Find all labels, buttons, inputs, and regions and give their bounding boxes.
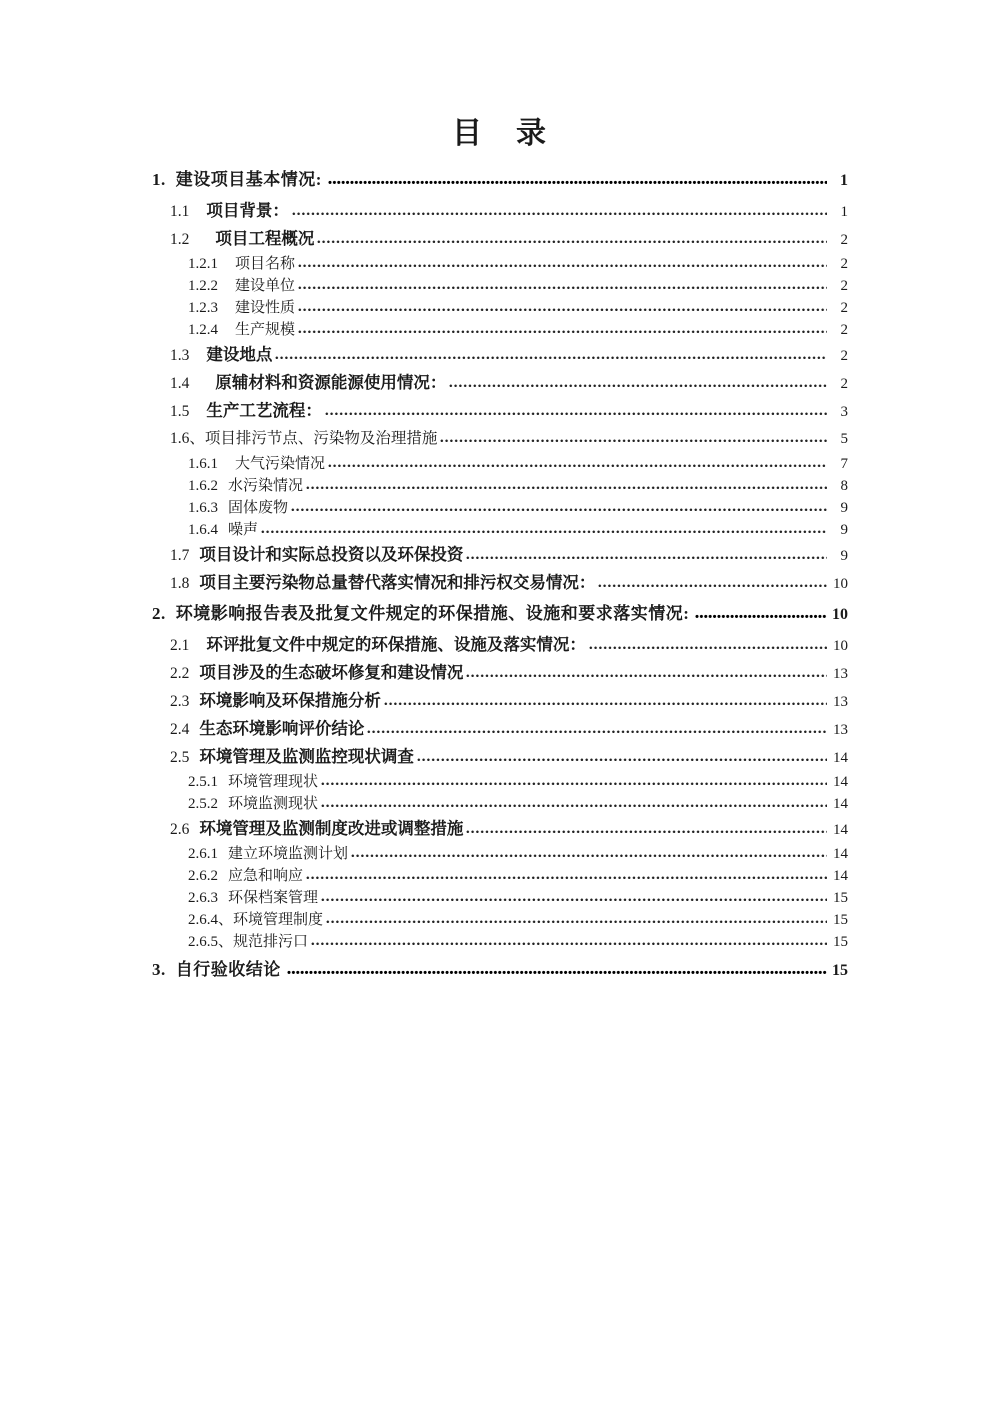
toc-entry[interactable]: [152, 865, 848, 887]
toc-entry[interactable]: [152, 319, 848, 341]
toc-leader-dots: [384, 702, 827, 706]
toc-entry-number: 1.2.2: [188, 278, 218, 294]
toc-entry[interactable]: [152, 397, 848, 425]
toc-leader-dots: [328, 464, 827, 468]
toc-entry-label: 项目名称: [235, 256, 296, 272]
toc-leader-dots: [292, 212, 827, 216]
toc-entry-page: 14: [833, 774, 848, 790]
toc-leader-dots: [351, 854, 827, 858]
toc-entry-label: 环保档案管理: [228, 890, 319, 906]
toc-leader-dots: [261, 530, 827, 534]
toc-entry-number: 2.: [152, 604, 166, 623]
toc-entry[interactable]: [152, 425, 848, 453]
toc-entry-page: 10: [832, 606, 848, 623]
toc-leader-dots: [440, 439, 827, 443]
toc-entry-page: 9: [840, 548, 848, 564]
toc-leader-dots: [321, 804, 827, 808]
toc-entry-number: 2.6.5、: [188, 934, 234, 950]
toc-entry-page: 8: [840, 478, 848, 494]
toc-leader-dots: [291, 508, 827, 512]
toc-entry-label: 项目背景：: [206, 202, 289, 220]
toc-entry-page: 14: [833, 868, 848, 884]
toc-entry-number: 1.1: [170, 203, 190, 220]
toc-entry-label: 建立环境监测计划: [228, 846, 349, 862]
toc-entry-page: 2: [840, 232, 848, 248]
toc-leader-dots: [321, 898, 827, 902]
toc-entry-page: 15: [833, 890, 848, 906]
toc-entry-number: 2.6: [170, 821, 190, 838]
toc-entry[interactable]: [152, 931, 848, 953]
toc-entry-number: 1.8: [170, 575, 190, 592]
toc-entry-label: 环境管理及监测监控现状调查: [199, 748, 414, 766]
toc-entry-label: 环境影响及环保措施分析: [199, 692, 381, 710]
toc-entry-number: 2.6.4、: [188, 912, 234, 928]
toc-entry-page: 13: [833, 722, 848, 738]
toc-entry-label: 生产工艺流程：: [206, 402, 322, 420]
toc-entry[interactable]: [152, 541, 848, 569]
toc-leader-dots: [466, 830, 827, 834]
toc-entry-page: 2: [840, 376, 848, 392]
toc-entry-label: 项目设计和实际总投资以及环保投资: [199, 546, 464, 564]
toc-entry[interactable]: [152, 687, 848, 715]
toc-entry-number: 2.3: [170, 693, 190, 710]
toc-entry-page: 14: [833, 822, 848, 838]
toc-entry[interactable]: [152, 369, 848, 397]
toc-leader-dots: [598, 584, 827, 588]
toc-entry-number: 2.5.2: [188, 796, 218, 812]
toc-entry[interactable]: [152, 815, 848, 843]
toc-entry[interactable]: [152, 909, 848, 931]
toc-entry-page: 9: [840, 522, 848, 538]
toc-entry-label: 大气污染情况: [235, 456, 326, 472]
toc-entry[interactable]: [152, 341, 848, 369]
toc-entry[interactable]: [152, 600, 848, 628]
toc-entry-label: 环境管理制度: [233, 912, 324, 928]
toc-entry-number: 1.5: [170, 403, 190, 420]
toc-entry[interactable]: [152, 497, 848, 519]
toc-entry-page: 15: [832, 962, 848, 979]
toc-entry[interactable]: [152, 743, 848, 771]
toc-entry[interactable]: [152, 793, 848, 815]
toc-entry-label: 生产规模: [235, 322, 296, 338]
toc-entry-page: 10: [833, 576, 848, 592]
toc-entry-page: 9: [840, 500, 848, 516]
toc-entry-label: 环境监测现状: [228, 796, 319, 812]
toc-leader-dots: [311, 942, 827, 946]
toc-entry[interactable]: [152, 569, 848, 597]
toc-entry-page: 13: [833, 694, 848, 710]
toc-entry-label: 生态环境影响评价结论: [199, 720, 365, 738]
toc-entry-number: 3.: [152, 960, 166, 979]
toc-entry-page: 5: [840, 431, 848, 447]
toc-entry-number: 1.6.1: [188, 456, 218, 472]
toc-entry-number: 1.2.3: [188, 300, 218, 316]
toc-entry-label: 水污染情况: [228, 478, 304, 494]
toc-entry[interactable]: [152, 225, 848, 253]
toc-leader-dots: [466, 556, 827, 560]
toc-leader-dots: [298, 330, 827, 334]
toc-entry-label: 项目排污节点、污染物及治理措施: [204, 430, 438, 447]
toc-leader-dots: [287, 970, 827, 975]
toc-leader-dots: [466, 674, 827, 678]
toc-entry[interactable]: [152, 659, 848, 687]
toc-entry-number: 1.2.4: [188, 322, 218, 338]
toc-entry[interactable]: [152, 453, 848, 475]
toc-entry-page: 2: [840, 256, 848, 272]
toc-entry-number: 1.6.4: [188, 522, 218, 538]
toc-leader-dots: [417, 758, 827, 762]
toc-leader-dots: [306, 486, 827, 490]
toc-entry-label: 噪声: [228, 522, 259, 538]
toc-entry[interactable]: [152, 631, 848, 659]
toc-entry-number: 2.1: [170, 637, 190, 654]
toc-entry[interactable]: [152, 475, 848, 497]
toc-leader-dots: [306, 876, 827, 880]
toc-entry-number: 1.6、: [170, 430, 205, 447]
toc-entry[interactable]: [152, 166, 848, 194]
toc-entry[interactable]: [152, 887, 848, 909]
toc-entry[interactable]: [152, 956, 848, 984]
toc-leader-dots: [298, 308, 827, 312]
toc-leader-dots: [275, 356, 827, 360]
toc-entry[interactable]: [152, 297, 848, 319]
toc-entry-number: 1.6.3: [188, 500, 218, 516]
toc-entry-number: 1.2: [170, 231, 190, 248]
toc-entry-page: 14: [833, 796, 848, 812]
toc-leader-dots: [298, 264, 827, 268]
toc-entry-label: 自行验收结论: [175, 960, 281, 979]
toc-entry-label: 应急和响应: [228, 868, 304, 884]
toc-entry-label: 项目工程概况: [215, 230, 315, 248]
toc-entry-page: 2: [840, 278, 848, 294]
toc-entry-number: 2.6.2: [188, 868, 218, 884]
toc-leader-dots: [589, 646, 827, 650]
toc-entry-page: 1: [840, 172, 848, 189]
toc-entry-number: 2.6.1: [188, 846, 218, 862]
toc-leader-dots: [325, 412, 827, 416]
toc-entry-page: 13: [833, 666, 848, 682]
toc-entry-label: 原辅材料和资源能源使用情况：: [215, 374, 447, 392]
toc-leader-dots: [321, 782, 827, 786]
toc-entry-label: 规范排污口: [233, 934, 309, 950]
toc-entry[interactable]: [152, 253, 848, 275]
toc-entry-page: 14: [833, 750, 848, 766]
toc-entry-page: 2: [840, 300, 848, 316]
toc-entry-number: 1.4: [170, 375, 190, 392]
toc-entry-page: 3: [840, 404, 848, 420]
toc-leader-dots: [317, 240, 827, 244]
toc-entry-page: 2: [840, 348, 848, 364]
toc-entry-number: 1.2.1: [188, 256, 218, 272]
page-title: 目 录: [452, 117, 548, 150]
toc-entry-label: 项目涉及的生态破坏修复和建设情况: [199, 664, 464, 682]
toc-entry-page: 2: [840, 322, 848, 338]
toc-entry-label: 固体废物: [228, 500, 289, 516]
toc-entry[interactable]: [152, 843, 848, 865]
toc-leader-dots: [367, 730, 827, 734]
toc-entry-label: 建设单位: [235, 278, 296, 294]
toc-entry-label: 环境管理现状: [228, 774, 319, 790]
toc-entry[interactable]: [152, 197, 848, 225]
toc-entry-label: 项目主要污染物总量替代落实情况和排污权交易情况：: [199, 574, 596, 592]
toc-entry-number: 1.: [152, 170, 166, 189]
toc-entry-label: 环境影响报告表及批复文件规定的环保措施、设施和要求落实情况:: [175, 604, 690, 623]
toc-leader-dots: [328, 180, 827, 185]
toc-leader-dots: [695, 614, 827, 619]
toc-entry[interactable]: [152, 715, 848, 743]
toc-entry-label: 环评批复文件中规定的环保措施、设施及落实情况：: [206, 636, 586, 654]
toc-leader-dots: [449, 384, 827, 388]
toc-entry-number: 2.2: [170, 665, 190, 682]
toc-entry-page: 15: [833, 934, 848, 950]
toc-entry-page: 10: [833, 638, 848, 654]
toc-entry-page: 14: [833, 846, 848, 862]
toc-entry-page: 7: [840, 456, 848, 472]
toc-entry-label: 环境管理及监测制度改进或调整措施: [199, 820, 464, 838]
toc-leader-dots: [326, 920, 827, 924]
document-page: [152, 0, 848, 984]
table-of-contents: [152, 166, 848, 984]
toc-entry[interactable]: [152, 771, 848, 793]
toc-entry-number: 1.3: [170, 347, 190, 364]
toc-entry[interactable]: [152, 275, 848, 297]
toc-leader-dots: [298, 286, 827, 290]
toc-entry[interactable]: [152, 519, 848, 541]
toc-entry-number: 2.6.3: [188, 890, 218, 906]
toc-entry-label: 建设项目基本情况:: [175, 170, 322, 189]
toc-entry-page: 1: [840, 204, 848, 220]
toc-entry-label: 建设地点: [206, 346, 273, 364]
toc-entry-number: 1.6.2: [188, 478, 218, 494]
toc-entry-number: 2.4: [170, 721, 190, 738]
toc-entry-number: 2.5.1: [188, 774, 218, 790]
toc-entry-number: 2.5: [170, 749, 190, 766]
toc-entry-page: 15: [833, 912, 848, 928]
toc-entry-label: 建设性质: [235, 300, 296, 316]
toc-entry-number: 1.7: [170, 547, 190, 564]
